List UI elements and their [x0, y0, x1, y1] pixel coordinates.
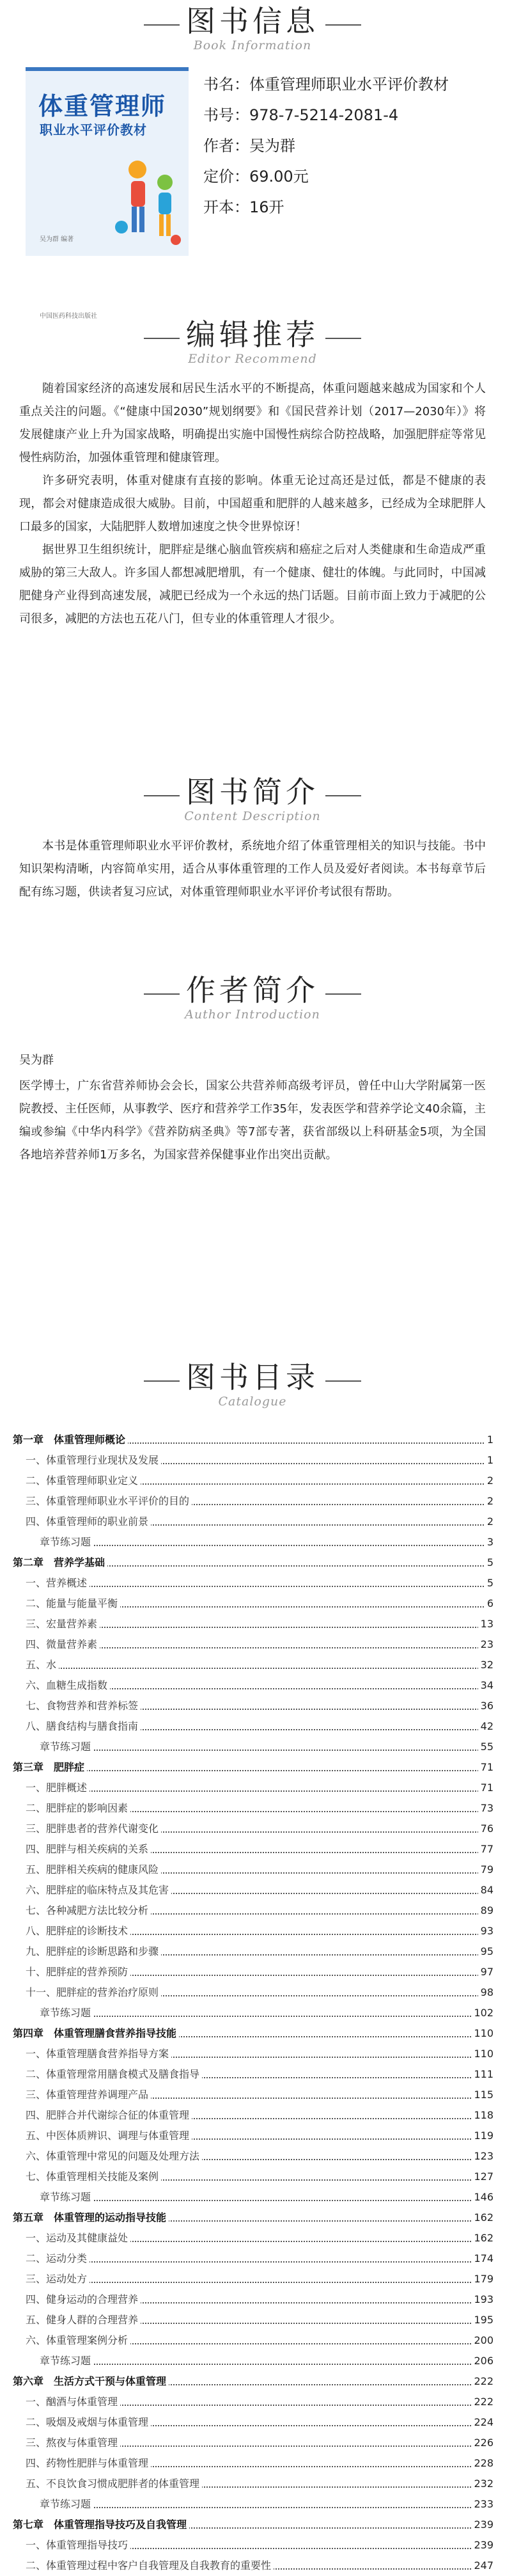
toc-label: 章节练习题 — [13, 2498, 93, 2510]
toc-dot-leader — [13, 1668, 493, 1669]
toc-label: 七、食物营养和营养标签 — [13, 1700, 141, 1712]
toc-label: 六、肥胖症的临床特点及其危害 — [13, 1884, 171, 1896]
editor-paragraph: 许多研究表明，体重对健康有直接的影响。体重无论过高还是过低，都是不健康的表现，都会对健康造成很大威胁。目前，中国超重和肥胖的人越来越多，已经成为全球肥胖人口最多的国家，大陆肥胖人数增加速度之快令世界惊讶！ — [19, 474, 486, 533]
toc-page-number: 55 — [478, 1737, 493, 1757]
toc-item-row[interactable] — [13, 1921, 493, 1941]
toc-item-row[interactable] — [13, 1819, 493, 1839]
toc-item-row[interactable] — [13, 1675, 493, 1696]
toc-label: 七、各种减肥方法比较分析 — [13, 1904, 151, 1916]
toc-item-row[interactable] — [13, 2289, 493, 2310]
content-description-text — [19, 835, 486, 904]
toc-label: 章节练习题 — [13, 1741, 93, 1753]
toc-label: 六、血糖生成指数 — [13, 1679, 110, 1691]
toc-chapter-row[interactable] — [13, 2371, 493, 2392]
toc-label: 四、肥胖与相关疾病的关系 — [13, 1843, 151, 1855]
toc-page-number: 98 — [478, 1982, 493, 2003]
toc-label: 二、能量与能量平衡 — [13, 1597, 120, 1609]
toc-label: 四、健身运动的合理营养 — [13, 2293, 141, 2305]
toc-page-number: 179 — [471, 2269, 493, 2289]
cover-title: 体重管理师 — [38, 92, 167, 120]
toc-page-number: 110 — [471, 2044, 493, 2064]
toc-page-number: 193 — [471, 2289, 493, 2310]
section-title: 图书信息 — [180, 6, 325, 36]
editor-recommend-text — [19, 377, 486, 631]
toc-page-number: 222 — [471, 2392, 493, 2412]
intro-paragraph: 本书是体重管理师职业水平评价教材，系统地介绍了体重管理相关的知识与技能。书中知识架构清晰，内容简单实用，适合从事体重管理的工作人员及爱好者阅读。本书每章节后配有练习题，供读者复习应试，对体重管理师职业水平评价考试很有帮助。 — [19, 839, 486, 899]
toc-item-row[interactable] — [13, 2126, 493, 2146]
toc-page-number: 146 — [471, 2187, 493, 2208]
toc-page-number: 206 — [471, 2351, 493, 2371]
book-price: 定价：69.00元 — [203, 168, 309, 186]
toc-page-number: 119 — [471, 2126, 493, 2146]
toc-page-number: 79 — [478, 1860, 493, 1880]
book-isbn: 书号：978-7-5214-2081-4 — [203, 106, 399, 124]
toc-page-number: 224 — [471, 2412, 493, 2433]
toc-page-number: 228 — [471, 2453, 493, 2474]
toc-label: 一、体重管理指导技巧 — [13, 2539, 130, 2551]
toc-label: 章节练习题 — [13, 2007, 93, 2019]
toc-item-row[interactable] — [13, 2146, 493, 2167]
toc-item-row[interactable] — [13, 1778, 493, 1798]
toc-label: 四、体重管理师的职业前景 — [13, 1515, 151, 1528]
toc-item-row[interactable] — [13, 1512, 493, 1532]
cover-illustration — [109, 150, 185, 253]
toc-exercise-row[interactable] — [13, 1737, 493, 1757]
toc-page-number: 1 — [485, 1450, 493, 1471]
toc-page-number: 118 — [471, 2105, 493, 2126]
toc-label: 四、药物性肥胖与体重管理 — [13, 2457, 151, 2469]
toc-item-row[interactable] — [13, 2474, 493, 2494]
toc-chapter-row[interactable] — [13, 2208, 493, 2228]
toc-chapter-row[interactable] — [13, 2515, 493, 2535]
toc-label: 二、体重管理常用膳食模式及膳食指导 — [13, 2068, 202, 2080]
toc-page-number: 222 — [471, 2371, 493, 2392]
section-title: 作者简介 — [180, 976, 325, 1005]
toc-item-row[interactable] — [13, 1450, 493, 1471]
toc-page-number: 247 — [471, 2556, 493, 2576]
toc-label: 第三章 肥胖症 — [13, 1761, 87, 1773]
toc-item-row[interactable] — [13, 2433, 493, 2453]
toc-item-row[interactable] — [13, 2105, 493, 2126]
toc-label: 六、体重管理案例分析 — [13, 2334, 130, 2346]
toc-exercise-row[interactable] — [13, 2351, 493, 2371]
toc-label: 二、肥胖症的影响因素 — [13, 1802, 130, 1814]
toc-page-number: 5 — [485, 1573, 493, 1593]
editor-paragraph: 据世界卫生组织统计，肥胖症是继心脑血管疾病和癌症之后对人类健康和生命造成严重威胁的第三大敌人。许多国人都想减肥增肌，有一个健康、健壮的体魄。与此同时，中国减肥健身产业得到高速发展，减肥已经成为一个永远的热门话题。目前市面上致力于减肥的公司很多，减肥的方法也五花八门，但专业的体重管理人才很少。 — [19, 543, 486, 626]
toc-page-number: 195 — [471, 2310, 493, 2330]
toc-page-number: 239 — [471, 2535, 493, 2556]
toc-label: 二、体重管理师职业定义 — [13, 1474, 141, 1487]
toc-page-number: 34 — [478, 1675, 493, 1696]
toc-label: 四、微量营养素 — [13, 1638, 100, 1650]
toc-label: 七、体重管理相关技能及案例 — [13, 2170, 161, 2183]
toc-label: 二、体重管理过程中客户自我管理及自我教育的重要性 — [13, 2559, 274, 2572]
section-subtitle: Content Description — [184, 809, 321, 823]
table-of-contents — [13, 1430, 493, 2576]
toc-label: 五、水 — [13, 1659, 59, 1671]
toc-item-row[interactable] — [13, 1982, 493, 2003]
toc-item-row[interactable] — [13, 2330, 493, 2351]
toc-item-row[interactable] — [13, 1573, 493, 1593]
toc-item-row[interactable] — [13, 2044, 493, 2064]
section-title: 图书简介 — [180, 777, 325, 807]
toc-label: 五、中医体质辨识、调理与体重管理 — [13, 2130, 192, 2142]
section-header-author — [0, 973, 505, 1022]
toc-label: 第一章 体重管理师概论 — [13, 1434, 128, 1446]
toc-item-row[interactable] — [13, 2085, 493, 2105]
toc-label: 二、运动分类 — [13, 2252, 89, 2264]
section-title: 图书目录 — [180, 1363, 325, 1392]
toc-page-number: 127 — [471, 2167, 493, 2187]
toc-page-number: 111 — [471, 2064, 493, 2085]
toc-page-number: 73 — [478, 1798, 493, 1819]
toc-page-number: 3 — [485, 1532, 493, 1553]
toc-page-number: 239 — [471, 2515, 493, 2535]
toc-item-row[interactable] — [13, 1900, 493, 1921]
book-author: 作者：吴为群 — [203, 137, 295, 155]
toc-page-number: 84 — [478, 1880, 493, 1900]
toc-page-number: 13 — [478, 1614, 493, 1634]
toc-label: 二、吸烟及戒烟与体重管理 — [13, 2416, 151, 2428]
toc-item-row[interactable] — [13, 1614, 493, 1634]
toc-label: 八、膳食结构与膳食指南 — [13, 1720, 141, 1732]
toc-page-number: 93 — [478, 1921, 493, 1941]
toc-exercise-row[interactable] — [13, 2187, 493, 2208]
toc-item-row[interactable] — [13, 2412, 493, 2433]
toc-label: 第四章 体重管理膳食营养指导技能 — [13, 2027, 179, 2039]
author-introduction — [19, 1049, 486, 1167]
toc-label: 三、熬夜与体重管理 — [13, 2437, 120, 2449]
toc-chapter-row[interactable] — [13, 1430, 493, 1450]
cover-author: 吴为群 编著 — [40, 236, 74, 243]
toc-page-number: 5 — [485, 1553, 493, 1573]
toc-label: 第五章 体重管理的运动指导技能 — [13, 2211, 169, 2224]
book-name: 书名：体重管理师职业水平评价教材 — [203, 75, 449, 93]
toc-item-row[interactable] — [13, 1634, 493, 1655]
toc-label: 一、运动及其健康益处 — [13, 2232, 130, 2244]
toc-label: 十一、肥胖症的营养治疗原则 — [13, 1986, 161, 1998]
toc-exercise-row[interactable] — [13, 2494, 493, 2515]
toc-label: 九、肥胖症的诊断思路和步骤 — [13, 1945, 161, 1957]
toc-item-row[interactable] — [13, 2248, 493, 2269]
toc-item-row[interactable] — [13, 2535, 493, 2556]
toc-page-number: 2 — [485, 1471, 493, 1491]
toc-chapter-row[interactable] — [13, 1553, 493, 1573]
section-header-intro — [0, 777, 505, 823]
toc-item-row[interactable] — [13, 2310, 493, 2330]
toc-page-number: 1 — [485, 1430, 493, 1450]
section-header-catalogue — [0, 1360, 505, 1409]
toc-page-number: 6 — [485, 1593, 493, 1614]
book-format: 开本：16开 — [203, 198, 284, 216]
cover-top-bar — [26, 67, 189, 71]
toc-item-row[interactable] — [13, 2167, 493, 2187]
toc-chapter-row[interactable] — [13, 2023, 493, 2044]
toc-label: 一、酗酒与体重管理 — [13, 2396, 120, 2408]
toc-item-row[interactable] — [13, 2269, 493, 2289]
toc-item-row[interactable] — [13, 1471, 493, 1491]
toc-exercise-row[interactable] — [13, 2003, 493, 2023]
toc-label: 三、体重管理营养调理产品 — [13, 2089, 151, 2101]
toc-page-number: 95 — [478, 1941, 493, 1962]
toc-label: 一、体重管理行业现状及发展 — [13, 1454, 161, 1466]
section-header-editor — [0, 317, 505, 366]
section-subtitle: Catalogue — [218, 1395, 287, 1409]
toc-page-number: 162 — [471, 2208, 493, 2228]
toc-item-row[interactable] — [13, 1962, 493, 1982]
section-header-book-info — [0, 6, 505, 52]
section-subtitle: Editor Recommend — [188, 352, 317, 366]
toc-item-row[interactable] — [13, 1880, 493, 1900]
toc-page-number: 71 — [478, 1757, 493, 1778]
section-subtitle: Book Information — [193, 38, 312, 52]
toc-item-row[interactable] — [13, 1593, 493, 1614]
editor-paragraph: 随着国家经济的高速发展和居民生活水平的不断提高，体重问题越来越成为国家和个人重点关注的问题。《“健康中国2030”规划纲要》和《国民营养计划（2017—2030年）》将发展健康产业上升为国家战略，明确提出实施中国慢性病综合防控战略，加强肥胖症等常见慢性病防治，加强体重管理和健康管理。 — [19, 382, 486, 464]
toc-item-row[interactable] — [13, 2392, 493, 2412]
toc-chapter-row[interactable] — [13, 1757, 493, 1778]
toc-label: 三、宏量营养素 — [13, 1618, 100, 1630]
toc-item-row[interactable] — [13, 1655, 493, 1675]
toc-label: 三、运动处方 — [13, 2273, 89, 2285]
toc-item-row[interactable] — [13, 1491, 493, 1512]
toc-label: 十、肥胖症的营养预防 — [13, 1966, 130, 1978]
toc-item-row[interactable] — [13, 1839, 493, 1860]
toc-label: 第二章 营养学基础 — [13, 1556, 107, 1569]
toc-page-number: 123 — [471, 2146, 493, 2167]
toc-label: 章节练习题 — [13, 2191, 93, 2203]
toc-label: 三、肥胖患者的营养代谢变化 — [13, 1822, 161, 1835]
toc-label: 第七章 体重管理指导技巧及自我管理 — [13, 2518, 189, 2531]
toc-page-number: 200 — [471, 2330, 493, 2351]
toc-label: 五、不良饮食习惯成肥胖者的体重管理 — [13, 2477, 202, 2490]
toc-item-row[interactable] — [13, 1860, 493, 1880]
toc-page-number: 32 — [478, 1655, 493, 1675]
toc-page-number: 89 — [478, 1900, 493, 1921]
toc-page-number: 42 — [478, 1716, 493, 1737]
toc-page-number: 2 — [485, 1491, 493, 1512]
toc-label: 六、体重管理中常见的问题及处理方法 — [13, 2150, 202, 2162]
toc-item-row[interactable] — [13, 2556, 493, 2576]
toc-label: 一、体重管理膳食营养指导方案 — [13, 2048, 171, 2060]
toc-item-row[interactable] — [13, 1941, 493, 1962]
toc-item-row[interactable] — [13, 2228, 493, 2248]
book-cover-image — [26, 67, 189, 320]
toc-label: 一、营养概述 — [13, 1577, 89, 1589]
section-subtitle: Author Introduction — [185, 1007, 320, 1022]
cover-publisher: 中国医药科技出版社 — [40, 313, 97, 320]
toc-item-row[interactable] — [13, 1798, 493, 1819]
toc-page-number: 76 — [478, 1819, 493, 1839]
toc-item-row[interactable] — [13, 1696, 493, 1716]
toc-page-number: 77 — [478, 1839, 493, 1860]
toc-label: 八、肥胖症的诊断技术 — [13, 1925, 130, 1937]
toc-label: 第六章 生活方式干预与体重管理 — [13, 2375, 169, 2387]
toc-label: 一、肥胖概述 — [13, 1782, 89, 1794]
toc-page-number: 36 — [478, 1696, 493, 1716]
toc-page-number: 110 — [471, 2023, 493, 2044]
toc-page-number: 102 — [471, 2003, 493, 2023]
toc-label: 章节练习题 — [13, 2355, 93, 2367]
toc-page-number: 232 — [471, 2474, 493, 2494]
toc-page-number: 162 — [471, 2228, 493, 2248]
toc-item-row[interactable] — [13, 2064, 493, 2085]
toc-label: 五、肥胖相关疾病的健康风险 — [13, 1863, 161, 1876]
author-bio: 医学博士，广东省营养师协会会长，国家公共营养师高级考评员，曾任中山大学附属第一医院教授、主任医师，从事教学、医疗和营养学工作35年，发表医学和营养学论文40余篇，主编或参编《中华内科学》《营养防病圣典》等7部专著，获省部级以上科研基金5项，为全国各地培养营养师1万多名，为国家营养保健事业作出突出贡献。 — [19, 1079, 486, 1162]
toc-page-number: 115 — [471, 2085, 493, 2105]
section-title: 编辑推荐 — [180, 320, 325, 349]
toc-label: 三、体重管理师职业水平评价的目的 — [13, 1495, 192, 1507]
toc-label: 五、健身人群的合理营养 — [13, 2314, 141, 2326]
toc-label: 四、肥胖合并代谢综合征的体重管理 — [13, 2109, 192, 2121]
toc-exercise-row[interactable] — [13, 1532, 493, 1553]
toc-page-number: 97 — [478, 1962, 493, 1982]
toc-item-row[interactable] — [13, 1716, 493, 1737]
toc-page-number: 174 — [471, 2248, 493, 2269]
toc-page-number: 71 — [478, 1778, 493, 1798]
toc-label: 章节练习题 — [13, 1536, 93, 1548]
toc-page-number: 233 — [471, 2494, 493, 2515]
book-info-list — [203, 69, 485, 223]
toc-item-row[interactable] — [13, 2453, 493, 2474]
cover-subtitle: 职业水平评价教材 — [40, 122, 147, 138]
toc-page-number: 2 — [485, 1512, 493, 1532]
toc-page-number: 226 — [471, 2433, 493, 2453]
author-name: 吴为群 — [19, 1054, 54, 1067]
toc-page-number: 23 — [478, 1634, 493, 1655]
